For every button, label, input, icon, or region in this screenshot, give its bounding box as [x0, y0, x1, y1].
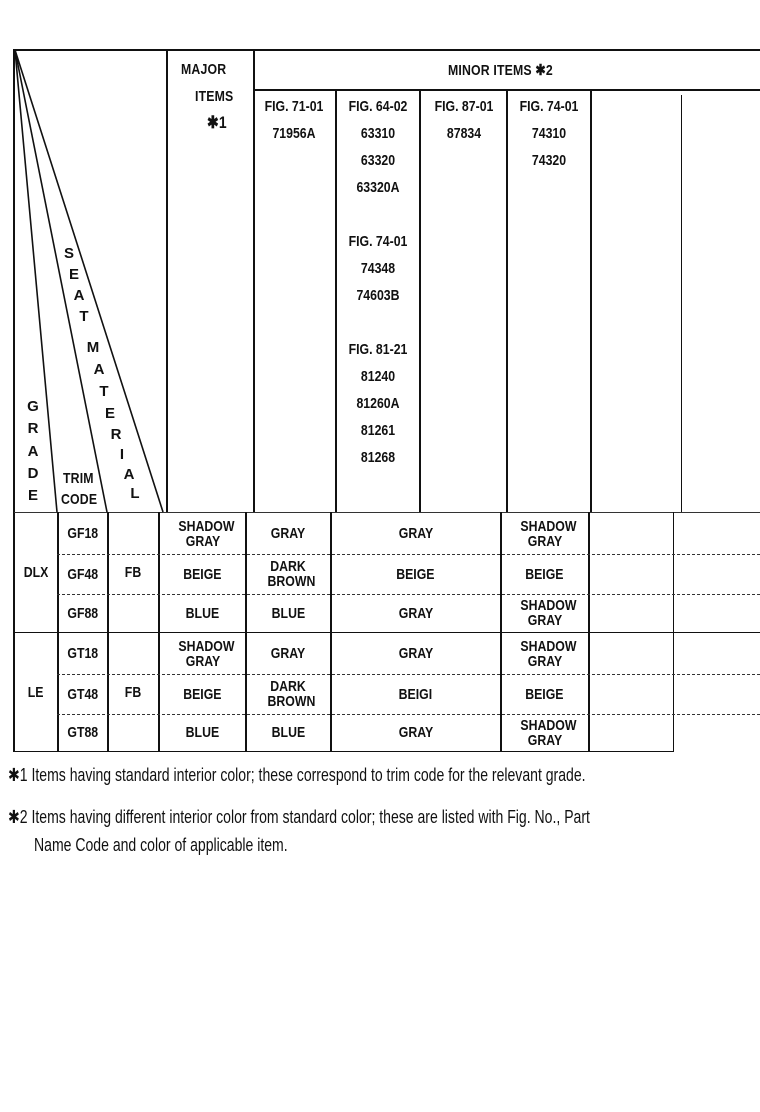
- minor-color-cell: DARK BROWN: [267, 558, 316, 590]
- trim-code-cell: GF18: [67, 525, 98, 542]
- seat-material-cell: FB: [124, 683, 142, 701]
- minor-color-cell: GRAY: [398, 604, 433, 622]
- trim-code-cell: GT88: [67, 724, 98, 741]
- minor-color-cell: SHADOW GRAY: [519, 716, 576, 749]
- major-color-cell: SHADOW GRAY: [177, 517, 234, 550]
- part-code: 74310: [531, 125, 567, 142]
- footnote-1: ✱1 Items having standard interior color; these correspond to trim code for the relevant grade.: [8, 765, 586, 785]
- minor-color-cell: BLUE: [271, 724, 305, 741]
- minor-color-cell: GRAY: [398, 525, 433, 542]
- major-color-cell: BLUE: [185, 724, 220, 741]
- minor-color-cell: GRAY: [270, 645, 306, 662]
- minor-color-cell: GRAY: [398, 645, 433, 662]
- part-code: 71956A: [272, 125, 316, 142]
- major-color-cell: BEIGE: [183, 685, 222, 703]
- fig-column-3: [429, 93, 500, 147]
- minor-color-cell: BEIGE: [396, 565, 435, 583]
- trim-code-cell: GT18: [67, 645, 98, 662]
- grade-cell: DLX: [23, 564, 48, 581]
- trim-code-cell: GF48: [67, 565, 98, 583]
- major-items-label-2: ITEMS: [195, 88, 234, 105]
- minor-color-cell: DARK BROWN: [267, 678, 316, 710]
- fig-label: FIG. 81-21: [348, 341, 408, 358]
- minor-color-cell: GRAY: [270, 525, 306, 542]
- major-items-label-1: MAJOR: [181, 61, 227, 78]
- minor-color-cell: BEIGE: [525, 685, 564, 703]
- major-color-cell: SHADOW GRAY: [177, 637, 234, 670]
- part-code: 74348: [360, 260, 396, 277]
- part-code: 81261: [360, 422, 396, 439]
- trim-code-label-2: CODE: [61, 491, 98, 508]
- major-color-cell: BLUE: [185, 604, 220, 622]
- seat-material-cell: FB: [124, 564, 142, 581]
- fig-label: FIG. 74-01: [519, 98, 579, 115]
- major-items-mark: ✱1: [207, 113, 227, 132]
- part-code: 81240: [360, 368, 396, 385]
- minor-color-cell: GRAY: [398, 724, 433, 741]
- fig-label: FIG. 64-02: [348, 98, 408, 115]
- fig-label: FIG. 87-01: [434, 98, 494, 115]
- part-code: 81268: [360, 449, 396, 466]
- part-code: 63320: [360, 152, 396, 169]
- minor-color-cell: BEIGI: [398, 685, 433, 703]
- trim-code-label-1: TRIM: [63, 470, 94, 487]
- part-code: 74603B: [356, 287, 400, 304]
- fig-column-1: [259, 93, 330, 147]
- fig-label: FIG. 74-01: [348, 233, 408, 250]
- part-code: 63320A: [356, 179, 400, 196]
- minor-items-label: MINOR ITEMS ✱2: [448, 62, 553, 79]
- footnote-2-continued: Name Code and color of applicable item.: [34, 835, 288, 855]
- part-code: 87834: [446, 125, 482, 142]
- minor-color-cell: SHADOW GRAY: [519, 637, 576, 670]
- major-color-cell: BEIGE: [183, 565, 222, 583]
- trim-code-cell: GT48: [67, 685, 98, 703]
- part-code: 74320: [531, 152, 567, 169]
- minor-color-cell: BLUE: [271, 604, 305, 622]
- footnote-2: ✱2 Items having different interior color from standard color; these are listed with Fig. No., Part: [8, 807, 590, 827]
- trim-code-cell: GF88: [67, 604, 98, 622]
- grade-cell: LE: [27, 683, 44, 701]
- minor-color-cell: BEIGE: [525, 565, 564, 583]
- minor-color-cell: SHADOW GRAY: [519, 597, 576, 629]
- fig-label: FIG. 71-01: [264, 98, 324, 115]
- fig-column-4: [514, 93, 585, 174]
- part-code: 81260A: [356, 395, 400, 412]
- part-code: 63310: [360, 125, 396, 142]
- fig-column-2: [343, 93, 414, 471]
- minor-color-cell: SHADOW GRAY: [519, 517, 576, 550]
